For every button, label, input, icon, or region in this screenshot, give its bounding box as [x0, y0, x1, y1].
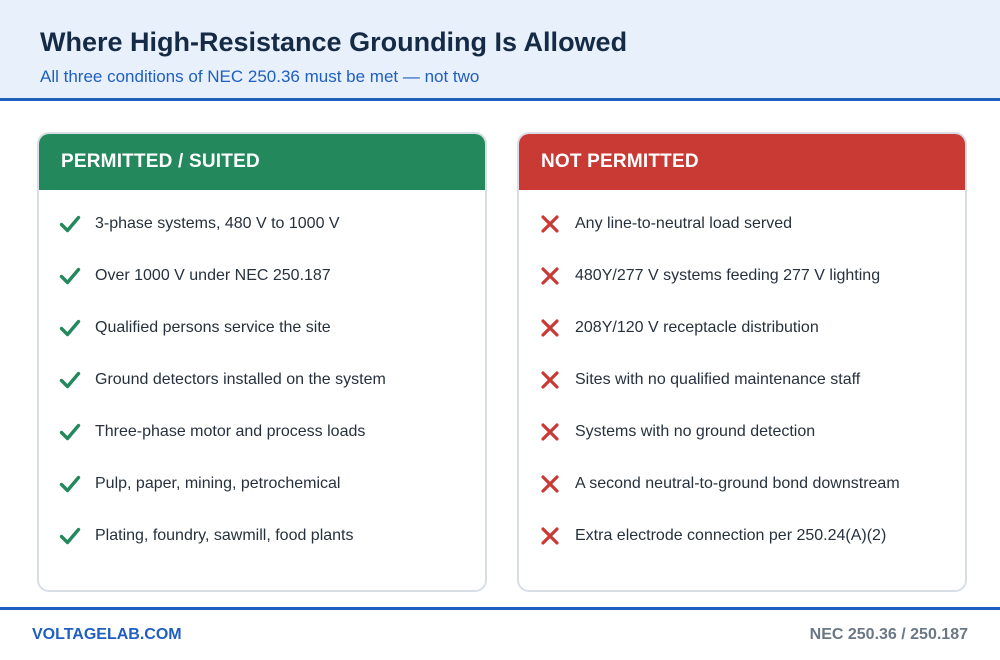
check-icon [59, 525, 81, 547]
list-item [519, 510, 965, 562]
list-item-label: Extra electrode connection per 250.24(A)(2) [575, 527, 887, 544]
x-icon [539, 525, 561, 547]
list-item [39, 406, 485, 458]
list-item-label: Three-phase motor and process loads [95, 423, 366, 440]
list-item-label: Sites with no qualified maintenance staff [575, 371, 861, 388]
permitted-heading: PERMITTED / SUITED [39, 134, 485, 190]
list-item [39, 198, 485, 250]
x-icon [539, 213, 561, 235]
list-item-label: 3-phase systems, 480 V to 1000 V [95, 215, 340, 232]
list-item-label: 480Y/277 V systems feeding 277 V lighting [575, 267, 881, 284]
x-icon [539, 317, 561, 339]
x-icon [539, 369, 561, 391]
list-item-label: Pulp, paper, mining, petrochemical [95, 475, 341, 492]
list-item [39, 458, 485, 510]
check-icon [59, 317, 81, 339]
list-item-label: Over 1000 V under NEC 250.187 [95, 267, 331, 284]
check-icon [59, 213, 81, 235]
list-item [519, 198, 965, 250]
list-item-label: Ground detectors installed on the system [95, 371, 386, 388]
not-permitted-card [517, 132, 967, 592]
not-permitted-heading: NOT PERMITTED [519, 134, 965, 190]
permitted-list [39, 198, 485, 562]
list-item [39, 302, 485, 354]
list-item [519, 354, 965, 406]
page-subtitle: All three conditions of NEC 250.36 must be met — not two [40, 67, 480, 86]
check-icon [59, 265, 81, 287]
header-banner [0, 0, 1000, 101]
list-item-label: 208Y/120 V receptacle distribution [575, 319, 819, 336]
footer-brand: VOLTAGELAB.COM [32, 626, 182, 643]
footer-reference: NEC 250.36 / 250.187 [809, 626, 968, 643]
not-permitted-list [519, 198, 965, 562]
check-icon [59, 421, 81, 443]
list-item-label: Qualified persons service the site [95, 319, 331, 336]
list-item-label: Plating, foundry, sawmill, food plants [95, 527, 354, 544]
x-icon [539, 265, 561, 287]
list-item [39, 250, 485, 302]
check-icon [59, 473, 81, 495]
list-item [519, 406, 965, 458]
permitted-card [37, 132, 487, 592]
page-title: Where High-Resistance Grounding Is Allowed [40, 27, 628, 57]
x-icon [539, 421, 561, 443]
list-item [519, 302, 965, 354]
list-item-label: Systems with no ground detection [575, 423, 816, 440]
list-item [519, 250, 965, 302]
list-item-label: A second neutral-to-ground bond downstream [575, 475, 900, 492]
list-item [39, 510, 485, 562]
list-item [39, 354, 485, 406]
list-item [519, 458, 965, 510]
x-icon [539, 473, 561, 495]
list-item-label: Any line-to-neutral load served [575, 215, 793, 232]
footer-divider [0, 607, 1000, 610]
check-icon [59, 369, 81, 391]
